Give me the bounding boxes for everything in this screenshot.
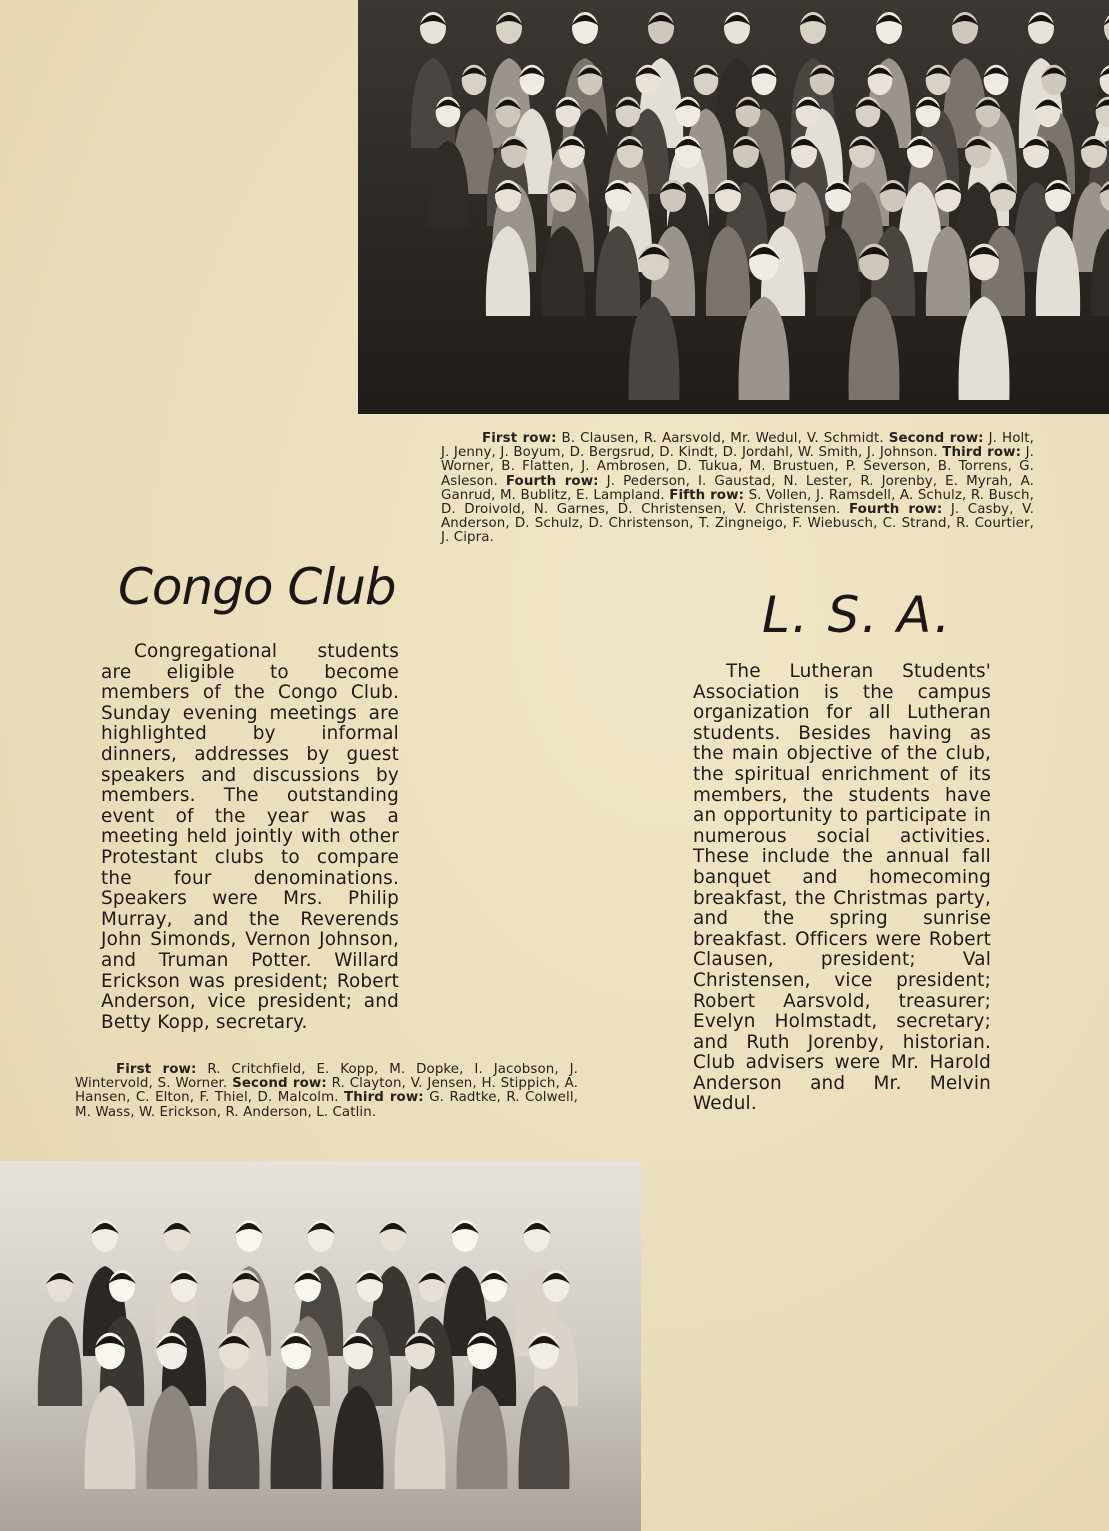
caption-row: First row: B. Clausen, R. Aarsvold, Mr. Wedul, V. Schmidt. [482, 431, 884, 446]
lsa-description: The Lutheran Students' Association is the campus organization for all Lutheran students. Besides having as the main objective of the club, the spiritual enrichment of its members, the students have an opportunity to participate in numerous social activities. These include the annual fall banquet and homecoming breakfast, the Christmas party, and the spring sunrise breakfast. Officers were Robert Clausen, president; Val Christensen, vice president; Robert Aarsvold, treasurer; Evelyn Holmstadt, secretary; and Ruth Jorenby, historian. Club advisers were Mr. Harold Anderson and Mr. Melvin Wedul. [693, 661, 991, 1115]
caption-row: Fourth row: J. Pederson, I. Gaustad, N. Lester, R. Jorenby, E. Myrah, A. Ganrud, M. Bublitz, E. Lampland. [441, 473, 1035, 503]
congo-photo-caption [75, 1063, 578, 1120]
caption-row: First row: R. Critchfield, E. Kopp, M. Dopke, I. Jacobson, J. Wintervold, S. Worner. [75, 1062, 579, 1092]
caption-row: Fifth row: S. Vollen, J. Ramsdell, A. Schulz, R. Busch, D. Droivold, N. Garnes, D. Christensen, V. Christensen. [441, 487, 1035, 518]
lsa-photo-caption [441, 432, 1034, 546]
congo-photo-image [0, 1161, 641, 1531]
lsa-title: L. S. A. [762, 586, 953, 644]
caption-row: Second row: R. Clayton, V. Jensen, H. Stippich, A. Hansen, C. Elton, F. Thiel, D. Malcolm. [75, 1076, 578, 1106]
lsa-group-photo [358, 0, 1109, 414]
caption-row: Third row: G. Radtke, R. Colwell, M. Wass, W. Erickson, R. Anderson, L. Catlin. [75, 1090, 578, 1120]
congo-club-title: Congo Club [118, 558, 396, 616]
caption-row: Third row: J. Worner, B. Flatten, J. Ambrosen, D. Tukua, M. Brustuen, P. Severson, B. Torrens, G. Asleson. [441, 445, 1035, 489]
congo-club-description: Congregational students are eligible to become members of the Congo Club. Sunday evening meetings are highlighted by informal dinners, addresses by guest speakers and discussions by members. The outstanding event of the year was a meeting held jointly with other Protestant clubs to compare the four denominations. Speakers were Mrs. Philip Murray, and the Reverends John Simonds, Vernon Johnson, and Truman Potter. Willard Erickson was president; Robert Anderson, vice president; and Betty Kopp, secretary. [101, 641, 399, 1033]
caption-row: Fourth row: J. Casby, V. Anderson, D. Schulz, D. Christenson, T. Zingneigo, F. Wiebusch, C. Strand, R. Courtier, J. Cipra. [441, 502, 1034, 546]
caption-row: Second row: J. Holt, J. Jenny, J. Boyum, D. Bergsrud, D. Kindt, D. Jordahl, W. Smith, J. Johnson. [441, 431, 1035, 461]
congo-club-group-photo [0, 1161, 641, 1531]
lsa-photo-image [358, 0, 1109, 414]
